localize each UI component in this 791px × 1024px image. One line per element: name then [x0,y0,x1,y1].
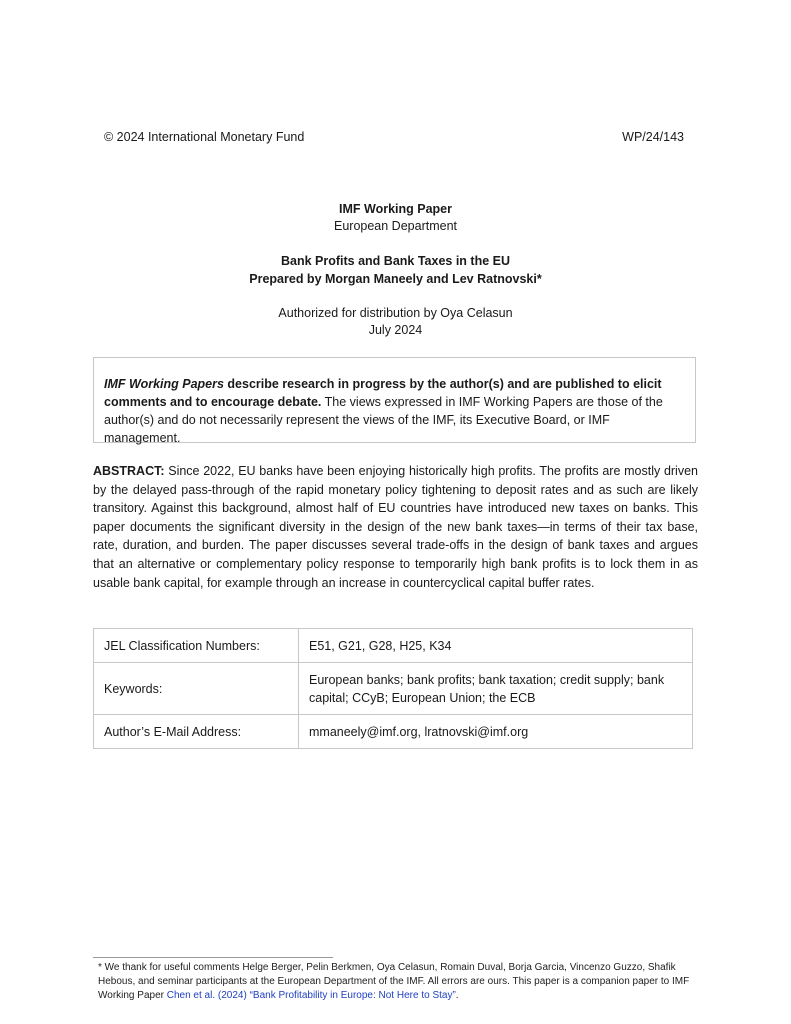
footnote-text: * We thank for useful comments Helge Berger, Pelin Berkmen, Oya Celasun, Romain Duval, Borja Garcia, Vincenzo Guzzo, Shafik Hebous, and seminar participants at the European Department of the IMF. All errors are ours. This paper is a companion paper to IMF Working Paper [98,962,690,1001]
series-title: IMF Working Paper [339,202,452,216]
companion-paper-link[interactable]: Chen et al. (2024) “Bank Profitability in Europe: Not Here to Stay” [166,990,456,1001]
abstract [93,462,698,592]
email-label: Author’s E-Mail Address: [94,715,299,749]
abstract-label: ABSTRACT: [93,464,165,478]
table-row [94,715,693,749]
metadata-table [93,628,693,749]
disclaimer-text [104,375,689,447]
department: European Department [334,219,457,233]
table-row [94,629,693,663]
paper-title: Bank Profits and Bank Taxes in the EU [281,254,510,268]
footnote [98,961,702,1003]
table-row [94,663,693,715]
paper-number: WP/24/143 [622,130,684,144]
jel-value: E51, G21, G28, H25, K34 [299,629,693,663]
authors: Prepared by Morgan Maneely and Lev Ratnovski* [249,272,542,286]
email-value: mmaneely@imf.org, lratnovski@imf.org [299,715,693,749]
disclaimer-lead: IMF Working Papers [104,377,224,391]
disclaimer-box [93,357,696,443]
keywords-label: Keywords: [94,663,299,715]
authorization: Authorized for distribution by Oya Celasun [278,306,513,320]
keywords-value: European banks; bank profits; bank taxation; credit supply; bank capital; CCyB; European Union; the ECB [299,663,693,715]
abstract-text: Since 2022, EU banks have been enjoying historically high profits. The profits are mostly driven by the delayed pass-through of the rapid monetary policy tightening to deposit rates and as such are likely transitory. Against this background, almost half of EU countries have introduced new taxes on banks. This paper documents the significant diversity in the design of the new bank taxes—in terms of their tax base, rate, duration, and burden. The paper discusses several trade-offs in the design of bank taxes and argues that an alternative or complementary policy response to temporarily high bank profits is to lock them in as usable bank capital, for example through an increase in countercyclical capital buffer rates. [93,464,698,590]
disclaimer-bold: describe research in progress by the author(s) and are published to elicit comments and to encourage debate. [104,377,662,409]
jel-label: JEL Classification Numbers: [94,629,299,663]
footnote-separator [93,957,333,958]
copyright-notice: © 2024 International Monetary Fund [104,130,305,144]
footnote-end: . [455,990,459,1001]
publication-date: July 2024 [368,323,423,337]
disclaimer-normal: The views expressed in IMF Working Papers are those of the author(s) and do not necessarily represent the views of the IMF, its Executive Board, or IMF management. [104,395,663,445]
